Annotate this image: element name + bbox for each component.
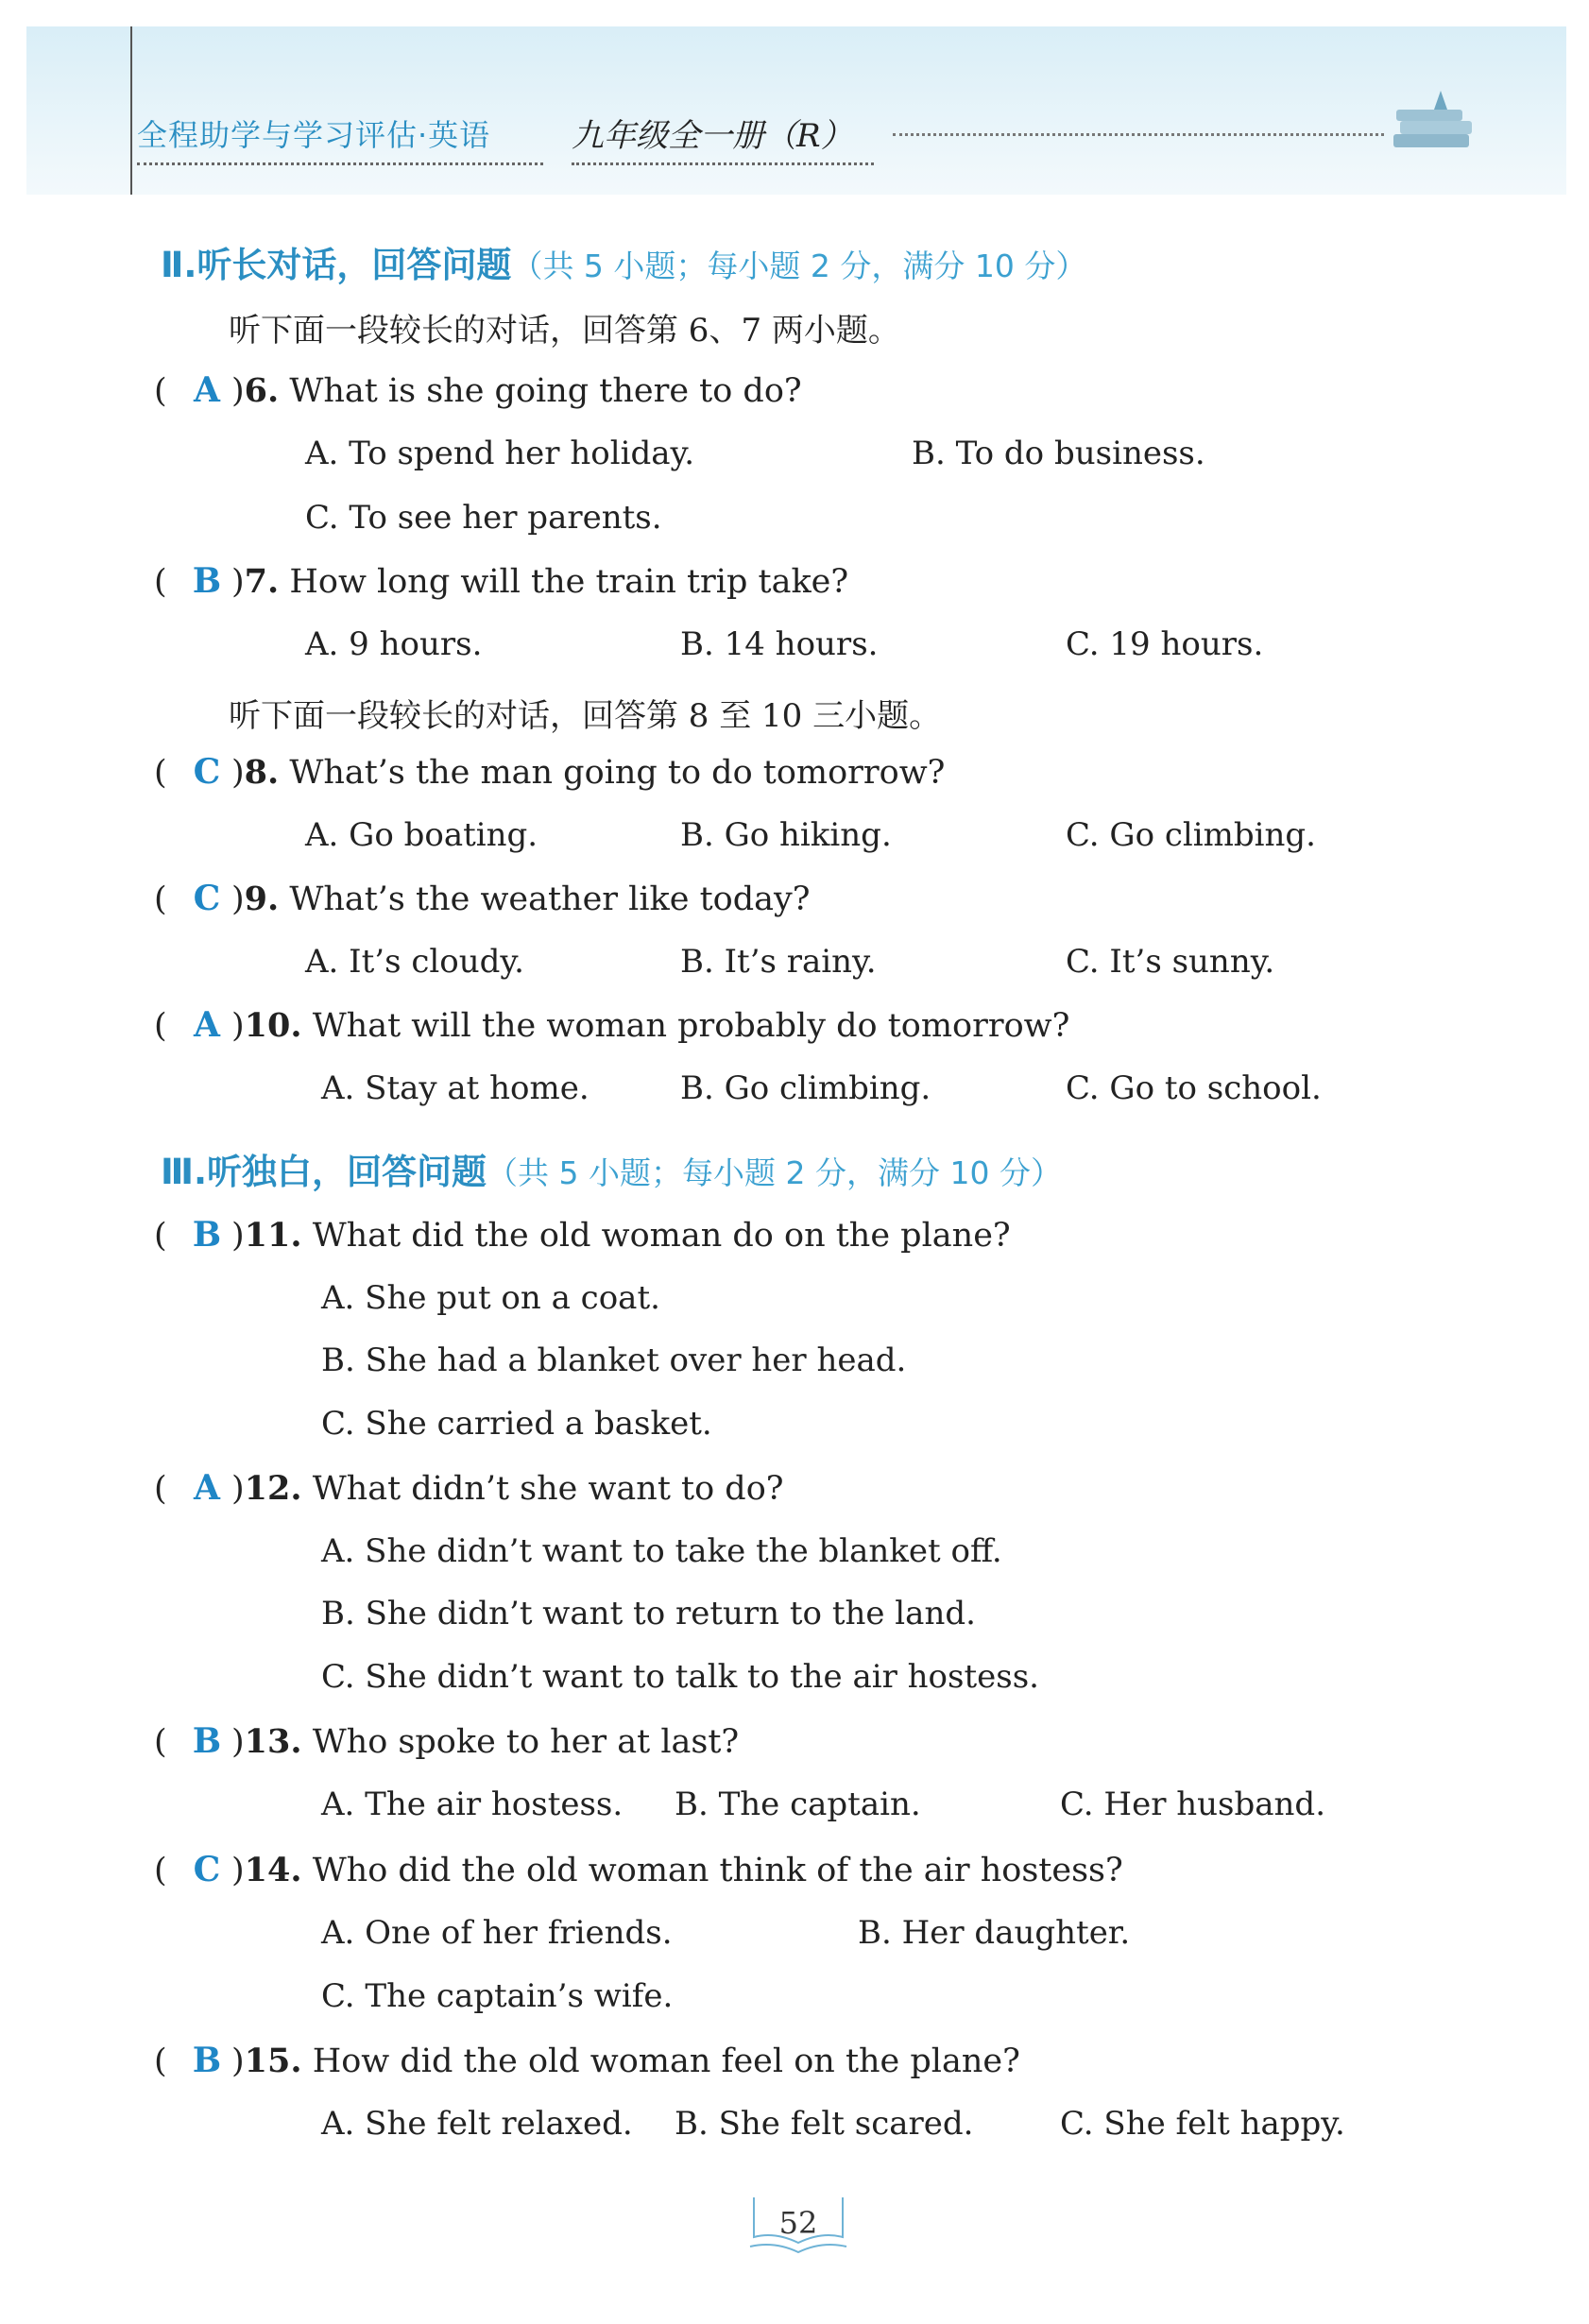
option-c: C. Her husband. xyxy=(1060,1786,1325,1823)
question-number: 14. xyxy=(244,1851,302,1889)
section-heading xyxy=(161,236,1086,287)
answer-mark: B xyxy=(192,561,222,601)
instruction-text: 听下面一段较长的对话，回答第 6、7 两小题。 xyxy=(229,312,900,350)
answer-mark: A xyxy=(194,1005,220,1045)
question-text: What’s the weather like today? xyxy=(289,880,811,918)
option-a: A. She felt relaxed. xyxy=(321,2105,633,2143)
option-c: C. To see her parents. xyxy=(305,499,662,537)
question-text: What didn’t she want to do? xyxy=(312,1470,784,1508)
option-c: C. The captain’s wife. xyxy=(321,1977,674,2015)
option-c: C. She felt happy. xyxy=(1060,2105,1345,2143)
question-text: What is she going there to do? xyxy=(289,372,802,410)
dotted-leader xyxy=(893,133,1384,136)
question-11: ( B )11. What did the old woman do on the plane? xyxy=(154,1215,1011,1255)
option-b: B. She had a blanket over her head. xyxy=(321,1341,907,1379)
question-9: ( C )9. What’s the weather like today? xyxy=(154,879,811,918)
option-a: A. She put on a coat. xyxy=(321,1279,660,1317)
section-heading xyxy=(161,1143,1062,1194)
question-text: What did the old woman do on the plane? xyxy=(312,1217,1011,1255)
option-a: A. It’s cloudy. xyxy=(305,943,524,981)
section-note: （共 5 小题；每小题 2 分，满分 10 分） xyxy=(511,248,1087,284)
question-text: How did the old woman feel on the plane? xyxy=(312,2042,1020,2080)
option-c: C. She didn’t want to talk to the air hostess. xyxy=(321,1658,1039,1696)
option-b: B. She felt scared. xyxy=(675,2105,974,2143)
section-title: Ⅱ.听长对话，回答问题 xyxy=(161,245,512,285)
page-number: 52 xyxy=(778,2205,818,2241)
book-stack-icon xyxy=(1389,87,1483,162)
option-b: B. Go climbing. xyxy=(680,1069,931,1107)
option-a: A. 9 hours. xyxy=(305,625,483,663)
question-8: ( C )8. What’s the man going to do tomorrow? xyxy=(154,752,946,792)
question-number: 6. xyxy=(244,371,280,410)
dotted-underline xyxy=(572,162,874,165)
option-c: C. She carried a basket. xyxy=(321,1405,712,1443)
question-text: Who did the old woman think of the air hostess? xyxy=(312,1852,1123,1889)
option-a: A. One of her friends. xyxy=(321,1914,673,1952)
question-number: 11. xyxy=(244,1216,302,1255)
question-text: What will the woman probably do tomorrow? xyxy=(312,1007,1070,1045)
answer-mark: C xyxy=(193,752,221,792)
option-c: C. Go climbing. xyxy=(1066,816,1316,854)
question-number: 10. xyxy=(244,1006,302,1045)
section-title: Ⅲ.听独白，回答问题 xyxy=(161,1152,487,1192)
option-b: B. It’s rainy. xyxy=(680,943,877,981)
option-c: C. It’s sunny. xyxy=(1066,943,1275,981)
option-a: A. Stay at home. xyxy=(321,1069,589,1107)
option-b: B. She didn’t want to return to the land. xyxy=(321,1595,976,1632)
answer-mark: C xyxy=(193,1850,221,1889)
margin-rule xyxy=(130,26,132,195)
question-14: ( C )14. Who did the old woman think of the air hostess? xyxy=(154,1850,1123,1889)
dotted-underline xyxy=(137,162,543,165)
option-a: A. Go boating. xyxy=(305,816,538,854)
question-number: 15. xyxy=(244,2042,302,2080)
option-c: C. Go to school. xyxy=(1066,1069,1322,1107)
book-title: 全程助学与学习评估·英语 xyxy=(137,117,491,153)
answer-mark: B xyxy=(192,1721,222,1761)
instruction-text: 听下面一段较长的对话，回答第 8 至 10 三小题。 xyxy=(229,697,942,735)
question-text: How long will the train trip take? xyxy=(289,563,849,601)
option-b: B. Go hiking. xyxy=(680,816,892,854)
answer-mark: B xyxy=(192,1215,222,1255)
question-number: 8. xyxy=(244,753,280,792)
option-a: A. To spend her holiday. xyxy=(305,435,695,472)
answer-mark: A xyxy=(194,1468,220,1508)
question-text: What’s the man going to do tomorrow? xyxy=(289,754,946,792)
option-a: A. The air hostess. xyxy=(321,1786,624,1823)
option-b: B. To do business. xyxy=(912,435,1205,472)
answer-mark: C xyxy=(193,879,221,918)
question-number: 7. xyxy=(244,562,280,601)
option-c: C. 19 hours. xyxy=(1066,625,1264,663)
answer-mark: A xyxy=(194,370,220,410)
question-number: 12. xyxy=(244,1469,302,1508)
option-b: B. The captain. xyxy=(675,1786,921,1823)
question-number: 9. xyxy=(244,880,280,918)
question-number: 13. xyxy=(244,1722,302,1761)
question-6: ( A )6. What is she going there to do? xyxy=(154,370,802,410)
question-15: ( B )15. How did the old woman feel on the plane? xyxy=(154,2041,1020,2080)
question-text: Who spoke to her at last? xyxy=(312,1723,740,1761)
question-7: ( B )7. How long will the train trip take? xyxy=(154,561,849,601)
option-b: B. Her daughter. xyxy=(858,1914,1131,1952)
question-13: ( B )13. Who spoke to her at last? xyxy=(154,1721,740,1761)
question-12: ( A )12. What didn’t she want to do? xyxy=(154,1468,784,1508)
section-note: （共 5 小题；每小题 2 分，满分 10 分） xyxy=(487,1154,1062,1191)
question-10: ( A )10. What will the woman probably do tomorrow? xyxy=(154,1005,1070,1045)
answer-mark: B xyxy=(192,2041,222,2080)
book-subtitle: 九年级全一册（R） xyxy=(572,117,853,155)
option-b: B. 14 hours. xyxy=(680,625,879,663)
option-a: A. She didn’t want to take the blanket off. xyxy=(321,1532,1002,1570)
